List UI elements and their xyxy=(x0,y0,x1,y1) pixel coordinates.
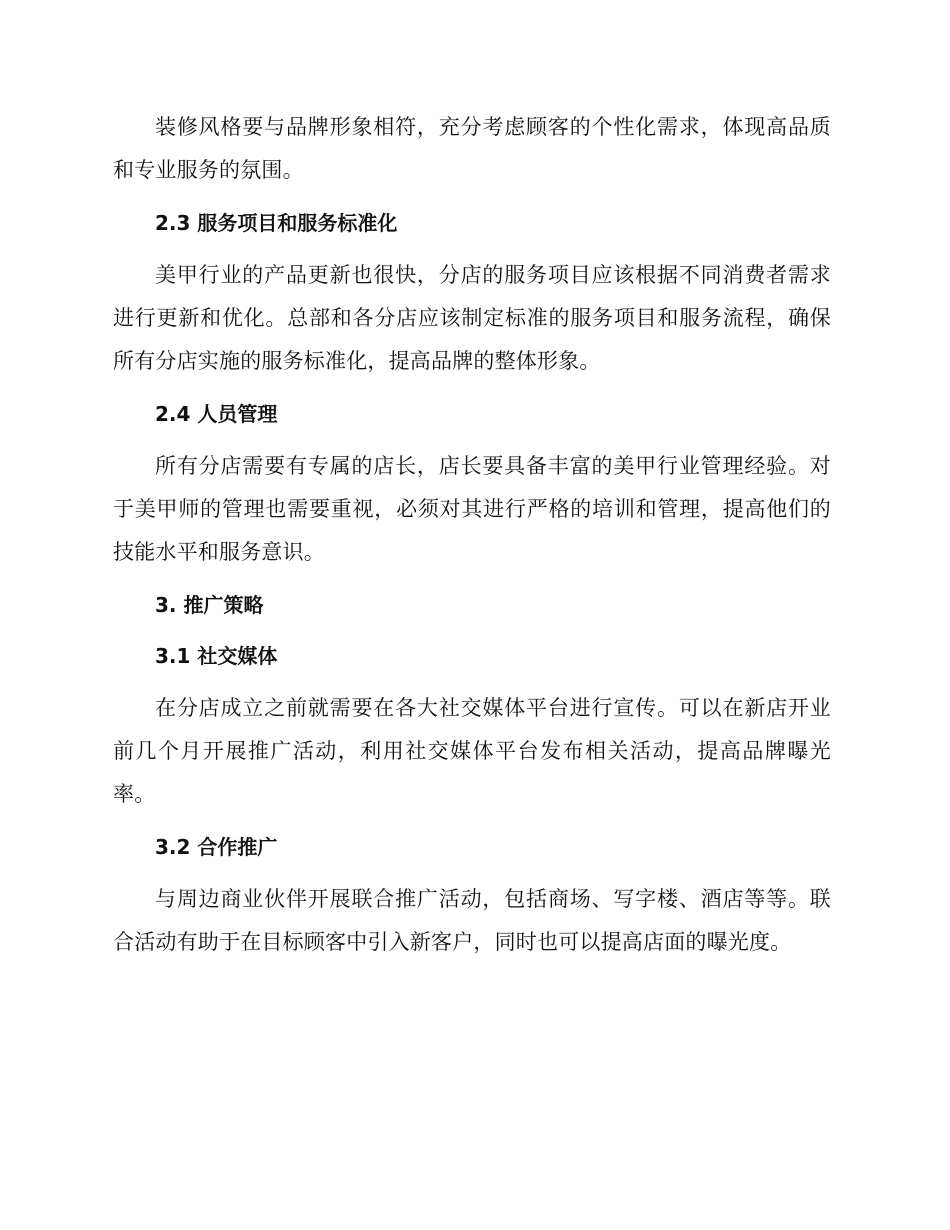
paragraph-personnel: 所有分店需要有专属的店长，店长要具备丰富的美甲行业管理经验。对于美甲师的管理也需要重视，必须对其进行严格的培训和管理，提高他们的技能水平和服务意识。 xyxy=(113,454,831,564)
heading-3-1-social-media: 3.1 社交媒体 xyxy=(155,644,278,668)
document-page xyxy=(113,106,831,975)
heading-2-3-service-standardization: 2.3 服务项目和服务标准化 xyxy=(155,211,398,235)
paragraph-service-items: 美甲行业的产品更新也很快，分店的服务项目应该根据不同消费者需求进行更新和优化。总部和各分店应该制定标准的服务项目和服务流程，确保所有分店实施的服务标准化，提高品牌的整体形象。 xyxy=(113,263,831,373)
paragraph-cooperative-promotion: 与周边商业伙伴开展联合推广活动，包括商场、写字楼、酒店等等。联合活动有助于在目标顾客中引入新客户，同时也可以提高店面的曝光度。 xyxy=(113,887,831,954)
heading-3-promotion-strategy: 3. 推广策略 xyxy=(155,593,264,617)
paragraph-decoration-style: 装修风格要与品牌形象相符，充分考虑顾客的个性化需求，体现高品质和专业服务的氛围。 xyxy=(113,115,831,182)
heading-3-2-cooperative-promotion: 3.2 合作推广 xyxy=(155,835,278,859)
paragraph-social-media: 在分店成立之前就需要在各大社交媒体平台进行宣传。可以在新店开业前几个月开展推广活动，利用社交媒体平台发布相关活动，提高品牌曝光率。 xyxy=(113,696,831,806)
heading-2-4-personnel-management: 2.4 人员管理 xyxy=(155,402,278,426)
